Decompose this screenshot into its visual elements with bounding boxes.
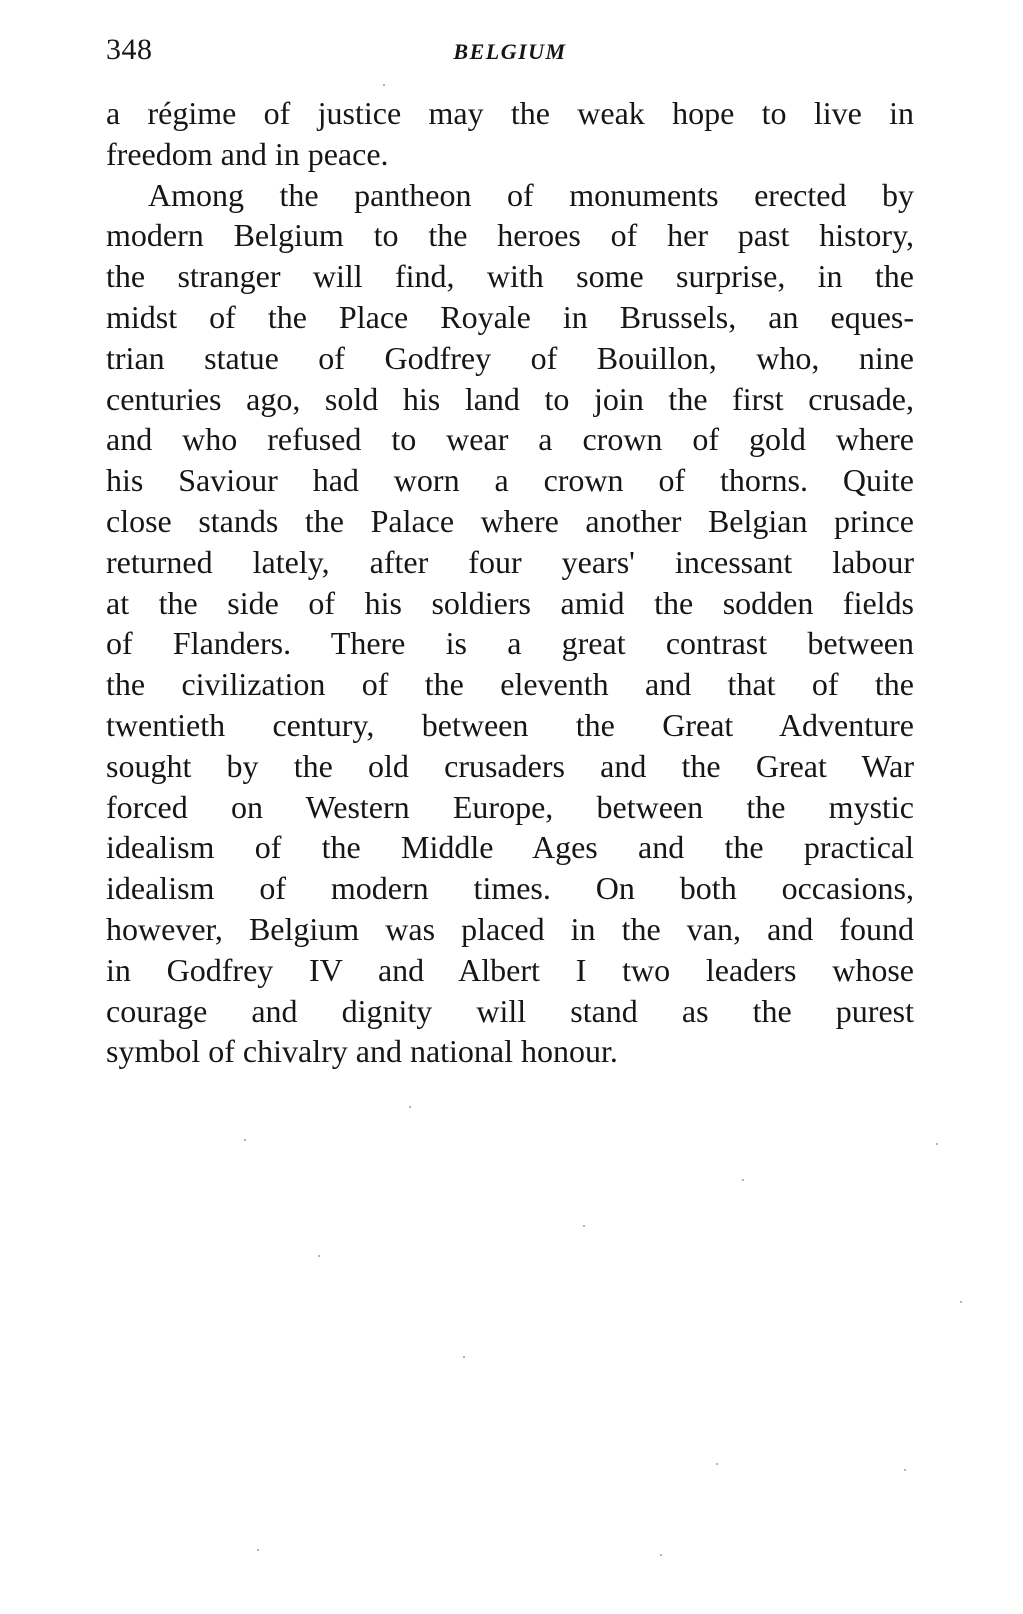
text-line: however, Belgium was placed in the van, and found — [106, 910, 914, 947]
text-line: of Flanders. There is a great contrast between — [106, 625, 914, 662]
text-line: close stands the Palace where another Belgian prince — [106, 502, 914, 539]
scan-speck — [409, 1106, 411, 1108]
text-line: in Godfrey IV and Albert I two leaders whose — [106, 951, 914, 988]
text-line: twentieth century, between the Great Adventure — [106, 706, 914, 743]
text-line: and who refused to wear a crown of gold where — [106, 421, 914, 458]
text-line: centuries ago, sold his land to join the first crusade, — [106, 380, 914, 417]
text-line: idealism of modern times. On both occasions, — [106, 870, 914, 907]
text-line: the stranger will find, with some surprise, in the — [106, 258, 914, 295]
scan-speck — [960, 1301, 962, 1303]
scan-speck — [463, 1356, 465, 1358]
text-line: trian statue of Godfrey of Bouillon, who, nine — [106, 339, 914, 376]
text-line: freedom and in peace. — [106, 135, 389, 172]
text-line: Among the pantheon of monuments erected by — [148, 176, 914, 213]
text-line: the civilization of the eleventh and that of the — [106, 666, 914, 703]
text-line: modern Belgium to the heroes of her past history, — [106, 217, 914, 254]
text-line: at the side of his soldiers amid the sodden fields — [106, 584, 914, 621]
scan-speck — [244, 1139, 246, 1141]
running-title: BELGIUM — [453, 39, 567, 64]
text-line: a régime of justice may the weak hope to live in — [106, 95, 914, 131]
text-line: idealism of the Middle Ages and the practical — [106, 829, 914, 866]
scan-speck — [583, 1225, 585, 1227]
body-text — [106, 93, 914, 1072]
scan-speck — [716, 1463, 718, 1465]
scan-speck — [742, 1179, 744, 1181]
text-line: midst of the Place Royale in Brussels, an eques- — [106, 298, 914, 335]
scan-speck — [904, 1469, 906, 1471]
text-line: his Saviour had worn a crown of thorns. Quite — [106, 462, 914, 499]
scan-speck — [318, 1255, 320, 1257]
text-line: returned lately, after four years' incessant labour — [106, 543, 914, 580]
scan-speck — [660, 1554, 662, 1556]
text-line: forced on Western Europe, between the mystic — [106, 788, 914, 825]
text-line: symbol of chivalry and national honour. — [106, 1033, 618, 1070]
page-number: 348 — [106, 33, 153, 66]
text-line: courage and dignity will stand as the purest — [106, 992, 914, 1029]
running-head — [106, 30, 914, 70]
scan-speck — [257, 1549, 259, 1551]
text-line: sought by the old crusaders and the Great War — [106, 747, 914, 784]
scan-speck — [936, 1143, 938, 1145]
scan-speck — [383, 84, 385, 86]
